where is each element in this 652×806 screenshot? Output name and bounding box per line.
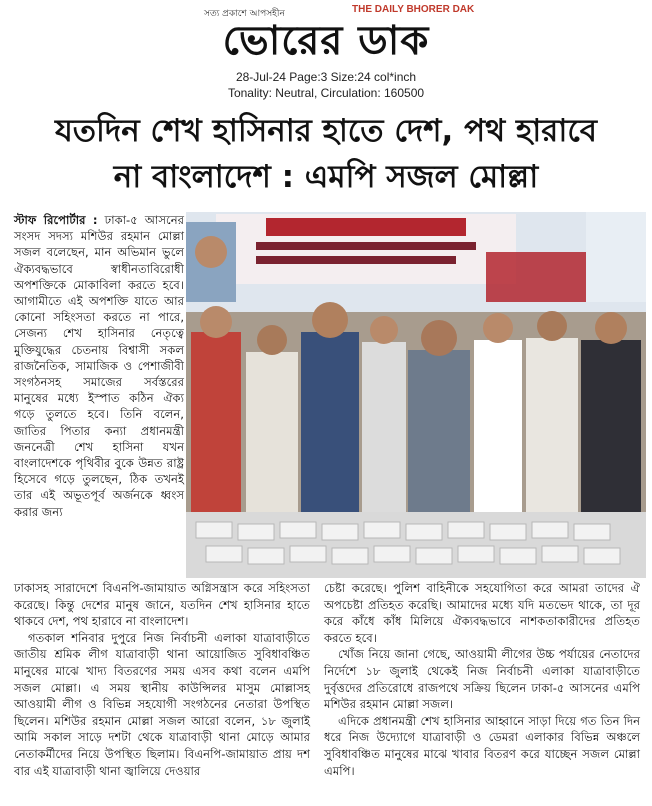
paragraph: ঢাকাসহ সারাদেশে বিএনপি-জামায়াত অগ্নিসন্ত্রাস করে সহিংসতা করেছে। কিন্তু দেশের মানুষ জানে, যতদিন শেখ হাসিনার হাতে থাকবে দেশ, পথ হারাবে না বাংলাদেশ। [14,581,310,629]
photo-illustration [186,212,646,578]
article-left-column [14,212,184,520]
paragraph: চেষ্টা করেছে। পুলিশ বাহিনীকে সহযোগিতা করে আমরা তাদের ঐ অপচেষ্টা প্রতিহত করেছি। আমাদের মধ্যে যদি মতভেদ থাকে, তা দূর করে কাঁধে কাঁধ মিলিয়ে ঐক্যবদ্ধভাবে নাশকতাকারীদের প্রতিহত করতে হবে। [324,581,640,645]
article-left-text: ঢাকা-৫ আসনের সংসদ সদস্য মশিউর রহমান মোল্লা সজল বলেছেন, মান অভিমান ভুলে ঐক্যবদ্ধভাবে স্বাধীনতাবিরোধী অপশক্তিকে মোকাবিলা করতে হবে। আগামীতে এই অপশক্তি যাতে আর কোনো সহিংসতা করতে না পারে, সেজন্য শেখ হাসিনার নেতৃত্বে মুক্তিযুদ্ধের চেতনায় বিশ্বাসী সকল রাজনৈতিক, সামাজিক ও পেশাজীবী সংগঠনসহ সমাজের সর্বস্তরের মানুষের মধ্যে ইস্পাত কঠিন ঐক্য গড়ে তুলতে হবে। তিনি বলেন, জাতির পিতার কন্যা প্রধানমন্ত্রী জননেত্রী শেখ হাসিনা যখন বাংলাদেশকে পৃথিবীর বুকে উন্নত রাষ্ট্র হিসেবে গড়ে তুলছেন, ঠিক তখনই তার এই অভূতপূর্ব অর্জনকে ধ্বংস করার জন্য [14,213,184,519]
article-photo [186,212,646,578]
masthead-english-name: THE DAILY BHORER DAK [352,4,475,15]
paragraph: গতকাল শনিবার দুপুরে নিজ নির্বাচনী এলাকা যাত্রাবাড়ীতে জাতীয় শ্রমিক লীগ যাত্রাবাড়ী থানা আয়োজিত সুবিধাবঞ্চিত মানুষের মাঝে খাদ্য বিতরণের সময় এসব কথা বলেন এমপি সজল মোল্লা। এ সময় স্থানীয় কাউন্সিলর মাসুম মোল্লাসহ আওয়ামী লীগ ও বিভিন্ন সহযোগী সংগঠনের নেতারা উপস্থিত ছিলেন। মশিউর রহমান মোল্লা সজল আরো বলেন, ১৮ জুলাই আমি সকাল সাড়ে দশটা থেকে যাত্রাবাড়ী থানা মোড়ে আমার নেতাকর্মীদের নিয়ে উপস্থিত ছিলাম। বিএনপি-জামায়াত প্রায় দশ বার এই যাত্রাবাড়ী থানা জ্বালিয়ে দেওয়ার [14,630,310,778]
headline-line2: না বাংলাদেশ : এমপি সজল মোল্লা [113,159,539,195]
paragraph: এদিকে প্রধানমন্ত্রী শেখ হাসিনার আহ্বানে সাড়া দিয়ে গত তিন দিন ধরে নিজ উদ্যোগে যাত্রাবাড়ী ও ডেমরা এলাকার বিভিন্ন অঞ্চলে সুবিধাবঞ্চিত মানুষের মাঝে খাবার বিতরণ করে যাচ্ছেন সজল মোল্লা এমপি। [324,713,640,778]
clipping-meta-line1: 28-Jul-24 Page:3 Size:24 col*inch [235,70,417,84]
byline: স্টাফ রিপোর্টার : [14,213,98,227]
article-bottom-left [14,580,310,779]
paragraph: খোঁজ নিয়ে জানা গেছে, আওয়ামী লীগের উচ্চ পর্যায়ের নেতাদের নির্দেশে ১৮ জুলাই থেকেই নিজ নির্বাচনী এলাকা যাত্রাবাড়ীতে দুর্বৃত্তদের প্রতিরোধে রাজপথে সক্রিয় ছিলেন ঢাকা-৫ আসনের এমপি মশিউর রহমান মোল্লা সজল। [324,647,640,712]
masthead-tagline: সত্য প্রকাশে আপসহীন [204,9,285,19]
article-bottom-right [324,580,640,779]
newspaper-name: ভোরের ডাক [222,18,430,64]
masthead [0,0,652,68]
headline-line1: যতদিন শেখ হাসিনার হাতে দেশ, পথ হারাবে [54,113,598,149]
clipping-meta-line2: Tonality: Neutral, Circulation: 160500 [227,86,425,100]
